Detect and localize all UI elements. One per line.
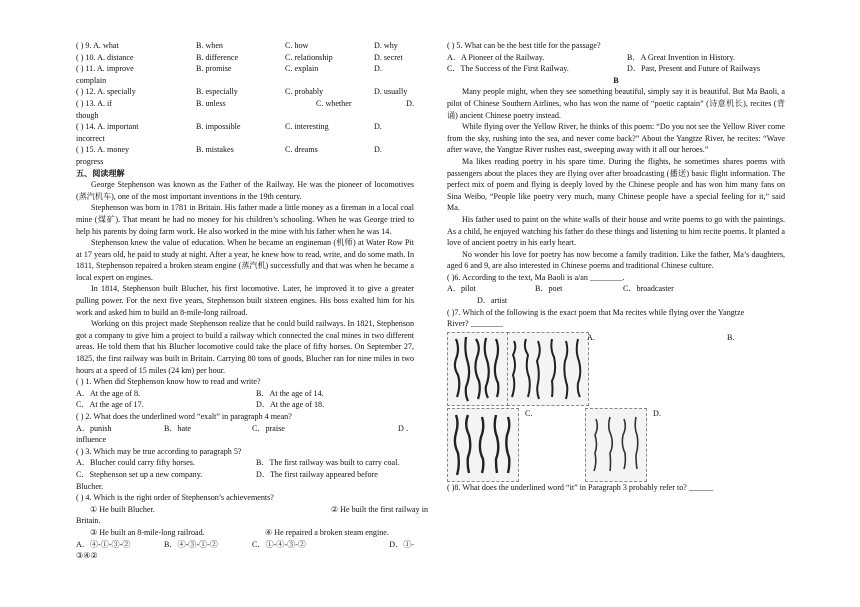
question-stem: ( )8. What does the underlined word “it” in Paragraph 3 probably refer to? ______ (447, 482, 714, 492)
option-c: C．①-④-③-② (252, 539, 306, 549)
cloze-row-15 (76, 144, 414, 156)
question-options (76, 388, 414, 411)
cloze-row-13 (76, 98, 414, 110)
question-options (76, 539, 414, 551)
question-stem: ( ) 4. Which is the right order of Stephenson’s achievements? (76, 493, 274, 503)
option-c: C．Stephenson set up a new company. (76, 469, 203, 479)
option-a: ( ) 10. A. distance (76, 52, 134, 62)
passage-a-paragraph: In 1814, Stephenson built Blucher, his first locomotive. Later, he improved it to give a greater pulling power. For the next five years, Stephenson built sixteen engines. His boss exalted him for his work and asked him to build an 8-mile-long railroad. (76, 284, 414, 317)
question-options (447, 283, 785, 295)
question-stem: ( )6. According to the text, Ma Baoli is a/an ________. (447, 272, 625, 282)
achievement-item: ③ He built an 8-mile-long railroad. (90, 527, 205, 537)
option-d: D. why (374, 41, 398, 50)
image-label-a: A. (587, 332, 595, 342)
option-d-wrap: Blucher. (76, 481, 104, 491)
calligraphy-image-a (447, 332, 509, 406)
option-a: ( ) 15. A. money (76, 145, 130, 155)
option-b: B. difference (196, 52, 239, 62)
option-b: B. when (196, 41, 223, 50)
achievement-item: ② He built the first railway in (330, 504, 428, 514)
brush-script-icon (586, 409, 646, 481)
question-stem: ( ) 5. What can be the best title for the passage? (447, 41, 601, 50)
image-label-b: B. (727, 332, 735, 342)
option-b: B. promise (196, 64, 232, 74)
calligraphy-options (447, 332, 785, 482)
option-b: B．A Great Invention in History. (627, 52, 736, 62)
option-b: B. impossible (196, 122, 241, 132)
brush-script-icon (508, 333, 588, 405)
option-d: D．The first railway appeared before (256, 469, 378, 479)
option-c: C．broadcaster (623, 284, 674, 294)
right-column (447, 40, 785, 493)
passage-b-paragraph: Ma likes reading poetry in his spare time. During the flights, he sometimes shares poems with passengers about the places they are flying over after broadcasting (播送) basic flight information. The perfect mix of poem and flying is deeply loved by the Chinese people and has won him many fans on Sina Weibo, “People like poetry very much, many Chinese people have a special feeling for it,” said Ma. (447, 156, 785, 213)
option-c: C. dreams (285, 145, 318, 155)
question-stem: ( ) 3. Which may be true according to paragraph 5? (76, 446, 242, 456)
option-b: B．④-③-①-② (164, 539, 218, 549)
option-a: ( ) 12. A. specially (76, 87, 136, 97)
passage-label: B (613, 75, 619, 85)
option-d: D．At the age of 18. (256, 400, 325, 410)
passage-a-paragraph: Stephenson was born in 1781 in Britain. His father made a little money as a fireman in a local coal mine (煤矿). That meant he had no money for his children’s schooling. When he was George tried to help his parents by doing farm work. He also worked in the mine with his father when he was 14. (76, 203, 414, 236)
image-label-c: C. (525, 408, 533, 418)
achievement-items (76, 504, 428, 516)
option-d: D．①- (389, 539, 414, 549)
option-c: C. how (285, 41, 309, 50)
passage-b-paragraph: Many people might, when they see something beautiful, simply say it is beautiful. But Ma Baoli, a pilot of Chinese Southern Airlines, who has won the name of “poetic captain” (诗意机长), recites (背诵) ancient Chinese poetry instead. (447, 87, 785, 120)
option-c: C. whether (316, 98, 352, 108)
achievement-items (76, 527, 414, 539)
option-a: A．punish (76, 423, 112, 433)
option-b: B．hate (164, 423, 191, 433)
option-d: D. (406, 98, 414, 108)
question-stem: ( )7. Which of the following is the exact poem that Ma recites while flying over the Yangtze (447, 307, 745, 317)
left-column (76, 40, 428, 562)
question-options (76, 457, 414, 480)
cloze-row-10 (76, 52, 414, 64)
option-c: C．praise (252, 423, 285, 433)
question-stem: ( ) 2. What does the underlined word “exalt” in paragraph 4 mean? (76, 412, 292, 421)
option-d: D. (374, 122, 382, 132)
option-d-wrap: though (76, 110, 99, 120)
option-a: A．At the age of 8. (76, 388, 141, 398)
option-d: D．artist (477, 296, 508, 306)
brush-script-icon (448, 409, 518, 481)
cloze-row-12 (76, 86, 414, 98)
option-a: A．Blucher could carry fifty horses. (76, 458, 195, 468)
option-b: B．At the age of 14. (256, 388, 324, 398)
option-c: C. explain (285, 64, 319, 74)
option-c: C. probably (285, 87, 324, 97)
option-c: C. interesting (285, 122, 329, 132)
passage-a-paragraph: Stephenson knew the value of education. When he became an engineman (机师) at Water Row Pit at 17 years old, he paid to study at night. After a year, he knew how to read, write, and do some math. In 1811, Stephenson repaired a broken steam engine (蒸汽机) successfully and that was when he became a local expert on engines. (76, 238, 414, 282)
option-a: A．④-①-③-② (76, 539, 131, 549)
question-options (447, 52, 785, 75)
calligraphy-image-b (507, 332, 589, 406)
option-d-wrap: progress (76, 156, 104, 166)
option-b: B. mistakes (196, 145, 234, 155)
option-a: A．A Pioneer of the Railway. (447, 52, 545, 62)
question-stem: ( ) 1. When did Stephenson know how to read and write? (76, 377, 261, 387)
cloze-row-11 (76, 63, 414, 75)
option-b: B．The first railway was built to carry coal. (256, 458, 400, 468)
image-label-d: D. (653, 408, 661, 418)
cloze-row-14 (76, 121, 414, 133)
option-d: D. usually (374, 87, 408, 97)
option-a: ( ) 11. A. improve (76, 64, 134, 74)
achievement-item-wrap: Britain. (76, 516, 101, 526)
option-b: B. especially (196, 87, 238, 97)
option-d-wrap: complain (76, 75, 107, 85)
option-c: C．At the age of 17. (76, 400, 144, 410)
question-stem-wrap: River? ________ (447, 319, 503, 329)
option-a: A．pilot (447, 284, 476, 294)
question-options (76, 423, 414, 435)
option-d: D. secret (374, 52, 403, 62)
option-a: ( ) 14. A. important (76, 122, 139, 132)
brush-script-icon (448, 333, 508, 405)
achievement-item: ④ He repaired a broken steam engine. (265, 527, 389, 537)
option-d: D. (374, 64, 382, 74)
cloze-row-9 (76, 40, 414, 52)
option-d-wrap: ③④② (76, 551, 98, 561)
option-d: D. (374, 145, 382, 155)
option-d: D．Past, Present and Future of Railways (627, 64, 761, 74)
option-c: C. relationship (285, 52, 333, 62)
passage-b-paragraph: His father used to paint on the white walls of their house and write poems to go with the paintings. As a child, he enjoyed watching his father do these things and listening to him recite poems. It planted a love of ancient poetry in his early heart. (447, 214, 785, 248)
option-b: B. unless (196, 98, 226, 108)
passage-a-paragraph: Working on this project made Stephenson realize that he could build railways. In 1821, Stephenson got a company to give him a project to build a railway which connected the coal mines in two different areas. He told them that his Blucher locomotive could take the place of fifty horses. On September 27, 1825, the first railway was built in Britain. Carrying 80 tons of goods, Blucher ran for nine miles in two hours at a speed of 15 miles (24 km) per hour. (76, 319, 414, 375)
section-title: 五、阅读理解 (76, 168, 125, 178)
calligraphy-image-c (447, 408, 519, 482)
option-d-wrap: influence (76, 435, 107, 445)
passage-b-paragraph: While flying over the Yellow River, he thinks of this poem: “Do you not see the Yellow River come from the sky, rushing into the sea, and never come back?” About the Yangtze River, he recites: “Wave after wave, the Yangtze River rushes east, sweeping away with it all our heroes.” (447, 122, 785, 155)
option-d-wrap: incorrect (76, 133, 105, 143)
passage-b-paragraph: No wonder his love for poetry has now become a family tradition. Like the father, Ma’s daughters, aged 6 and 9, are also interested in Chinese poems and traditional Chinese culture. (447, 249, 785, 271)
achievement-item: ① He built Blucher. (90, 504, 155, 514)
option-d: D ． (398, 423, 414, 433)
calligraphy-image-d (585, 408, 647, 482)
passage-a-paragraph: George Stephenson was known as the Father of the Railway. He was the pioneer of locomotives (蒸汽机车), one of the most important inventions in the 19th century. (76, 180, 414, 201)
option-a: ( ) 9. A. what (76, 41, 119, 50)
option-c: C．The Success of the First Railway. (447, 64, 569, 74)
option-a: ( ) 13. A. if (76, 98, 112, 108)
option-b: B．poet (535, 284, 563, 294)
